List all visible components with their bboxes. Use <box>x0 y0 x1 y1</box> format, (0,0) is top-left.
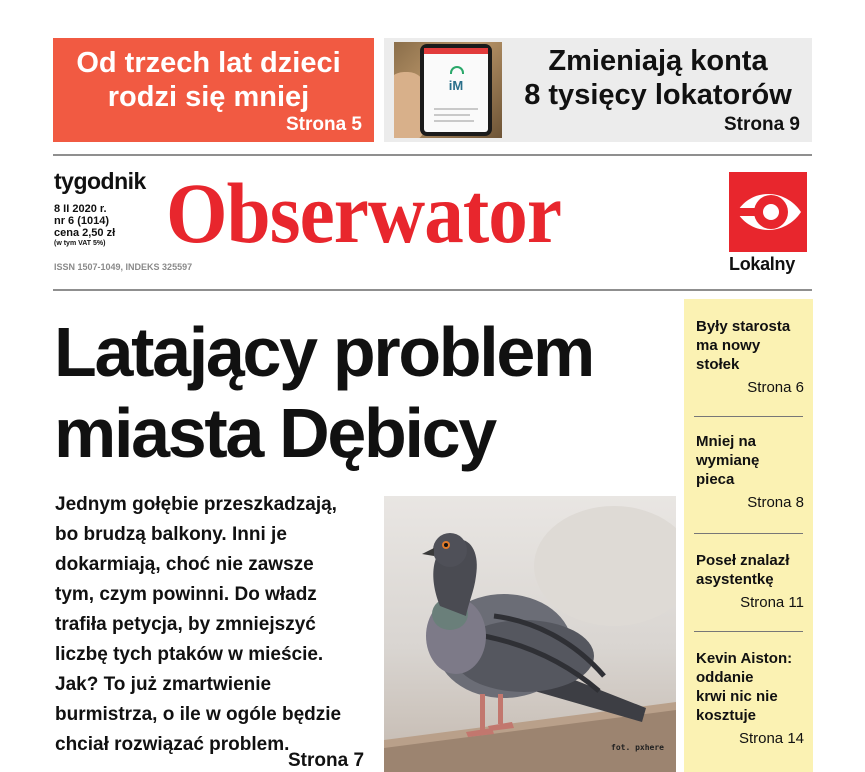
divider-masthead <box>53 289 812 291</box>
sidebar-item-starosta[interactable] <box>696 317 808 397</box>
teaser-births[interactable] <box>53 38 374 142</box>
sidebar-teasers <box>684 299 813 772</box>
divider-top <box>53 154 812 156</box>
sidebar-item-posel[interactable] <box>696 551 808 612</box>
issue-vat: (w tym VAT 5%) <box>54 240 106 247</box>
issn-index: ISSN 1507-1049, INDEKS 325597 <box>54 262 193 272</box>
main-headline[interactable]: Latający problem miasta Dębicy <box>54 313 593 472</box>
teaser-births-page: Strona 5 <box>285 114 362 135</box>
sidebar-item-page: Strona 11 <box>740 594 804 611</box>
issue-info <box>54 203 115 248</box>
sidebar-item-title: Poseł znalazł asystentkę <box>696 552 790 588</box>
sidebar-item-title: Były starosta ma nowy stołek <box>696 318 791 373</box>
sidebar-item-page: Strona 14 <box>738 730 804 747</box>
masthead-weekly: tygodnik <box>54 168 146 194</box>
photo-credit: fot. pxhere <box>611 743 664 752</box>
issue-date: 8 II 2020 r. <box>54 203 107 215</box>
phone-app-icon: iM <box>448 78 464 93</box>
sidebar-item-piec[interactable] <box>696 432 808 512</box>
sidebar-item-aiston[interactable] <box>696 649 808 748</box>
sidebar-item-title: Mniej na wymianę pieca <box>696 433 760 488</box>
sidebar-item-page: Strona 8 <box>747 494 804 511</box>
main-story-page: Strona 7 <box>288 750 365 771</box>
teaser-accounts-photo <box>394 42 502 138</box>
teaser-births-title: Od trzech lat dzieci rodzi się mniej <box>76 47 341 113</box>
sidebar-item-title: Kevin Aiston: oddanie krwi nic nie kosztuje <box>696 650 793 724</box>
masthead-subtitle: Lokalny <box>729 254 795 274</box>
main-lead: Jednym gołębie przeszkadzają, bo brudzą balkony. Inni je dokarmiają, choć nie zawsze tym, czym powinni. Do władz trafiła petycja, by zmniejszyć liczbę tych ptaków w mieście. Jak? To już zmartwienie burmistrza, o ile w ogóle będzie chciał rozwiązać problem. <box>55 494 342 755</box>
teaser-accounts-page: Strona 9 <box>723 114 800 135</box>
sidebar-item-page: Strona 6 <box>747 379 804 396</box>
sidebar-divider <box>694 416 803 417</box>
issue-price: cena 2,50 zł <box>54 227 116 239</box>
teaser-accounts-title: Zmieniają konta 8 tysięcy lokatorów <box>524 45 792 111</box>
sidebar-divider <box>694 631 803 632</box>
pigeon-photo <box>384 496 676 772</box>
eye-logo-icon <box>729 172 807 252</box>
sidebar-divider <box>694 533 803 534</box>
issue-number: nr 6 (1014) <box>54 215 110 227</box>
teaser-accounts[interactable] <box>384 38 812 142</box>
masthead-logo: Obserwator <box>166 165 562 261</box>
